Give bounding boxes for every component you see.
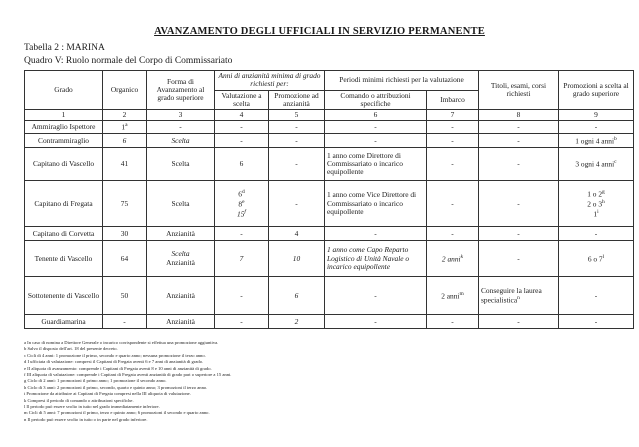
table-row [25,277,634,315]
cell-valutazione: 7 [215,241,269,277]
footnote: f III aliquota di valutazione: comprende i Capitani di Fregata aventi anzianità di grado pari o superiore a 15 anni. [24,372,232,378]
header-forma: Forma di Avanzamento al grado superiore [147,71,215,110]
cell-organico: 50 [103,277,147,315]
cell-promozione: 6 [269,277,325,315]
col-number: 7 [427,110,479,121]
cell-imbarco: - [427,134,479,148]
cell-forma: - [147,121,215,134]
cell-valutazione: 6$^d$ 8e 15$^f$ [215,181,269,227]
header-periodi-group: Periodi minimi richiesti per la valutazione [325,71,479,91]
header-organico: Organico [103,71,147,110]
cell-promozioni: - [559,277,634,315]
cell-comando: - [325,227,427,241]
cell-promozioni: 1 ogni 4 anni$^b$ [559,134,634,148]
column-number-row [25,110,634,121]
cell-organico: 1$^a$ [103,121,147,134]
header-imbarco: Imbarco [427,90,479,110]
cell-organico: - [103,315,147,329]
cell-comando: - [325,121,427,134]
cell-organico: 41 [103,148,147,181]
cell-forma: Scelta [147,181,215,227]
col-number: 1 [25,110,103,121]
cell-promozione: - [269,121,325,134]
cell-titoli: - [479,181,559,227]
table-row [25,181,634,227]
cell-comando: 1 anno come Capo Reparto Logistico di Unità Navale o incarico equipollente [325,241,427,277]
cell-promozioni: 3 ogni 4 anni$^c$ [559,148,634,181]
cell-valutazione: - [215,315,269,329]
cell-titoli: - [479,121,559,134]
document-title: AVANZAMENTO DEGLI UFFICIALI IN SERVIZIO PERMANENTE [154,26,485,37]
quadro-label: Quadro V: Ruolo normale del Corpo di Commissariato [24,56,233,66]
cell-valutazione: 6 [215,148,269,181]
cell-imbarco: 2 anni$^m$ [427,277,479,315]
cell-promozioni: 6 o 7$^l$ [559,241,634,277]
cell-grado: Sottotenente di Vascello [25,277,103,315]
cell-valutazione: - [215,134,269,148]
col-number: 4 [215,110,269,121]
cell-valutazione: - [215,121,269,134]
promotion-table [24,70,634,329]
cell-titoli: - [479,315,559,329]
footnote: l Il periodo può essere svolto in tutto nel grado immediatamente inferiore. [24,404,160,410]
cell-comando: - [325,315,427,329]
header-promozioni: Promozioni a scelta al grado superiore [559,71,634,110]
cell-comando: 1 anno come Direttore di Commissariato o incarico equipollente [325,148,427,181]
header-promozione: Promozione ad anzianità [269,90,325,110]
cell-grado: Capitano di Vascello [25,148,103,181]
cell-promozioni: - [559,315,634,329]
cell-forma: Scelta [147,148,215,181]
footnote: e II aliquota di avanzamento: comprende i Capitani di Fregata aventi 8 e 10 anni di anzianità di grado. [24,365,212,371]
cell-promozione: 4 [269,227,325,241]
cell-promozioni: - [559,121,634,134]
cell-forma: Scelta Anzianità [147,241,215,277]
cell-imbarco: - [427,315,479,329]
cell-titoli: - [479,241,559,277]
footnote: a In caso di nomina a Direttore Generale o incarico corrispondente si effettua una promozione aggiuntiva. [24,340,219,345]
cell-grado: Capitano di Fregata [25,181,103,227]
cell-comando: - [325,277,427,315]
table-row [25,148,634,181]
col-number: 5 [269,110,325,121]
cell-valutazione: - [215,227,269,241]
cell-grado: Capitano di Corvetta [25,227,103,241]
footnote: k Compresi il periodo di comando o attribuzioni specifiche. [24,397,134,403]
footnote: i Promozione da attribuire ai Capitani di Fregata compresi nella III aliquota di valutazione. [24,391,191,397]
cell-imbarco: - [427,121,479,134]
cell-forma: Anzianità [147,315,215,329]
footnote: c Cicli di 4 anni: 1 promozione il primo, secondo e quarto anno; nessuna promozione il terzo anno. [24,352,206,358]
cell-imbarco: - [427,227,479,241]
footnote: d I ufficiata di valutazione: compresi il Capitani di Fregata aventi 6 e 7 anni di anzianità di grado. [24,359,204,365]
table-label: Tabella 2 : MARINA [24,43,105,53]
footnote: n Il periodo può essere svolto in tutto o in parte nel grado inferiore. [24,416,148,422]
col-number: 3 [147,110,215,121]
header-comando: Comando o attribuzioni specifiche [325,90,427,110]
table-row [25,134,634,148]
footnotes [24,340,584,423]
col-number: 6 [325,110,427,121]
cell-grado: Guardiamarina [25,315,103,329]
header-grado: Grado [25,71,103,110]
cell-organico: 75 [103,181,147,227]
col-number: 9 [559,110,634,121]
cell-valutazione: - [215,277,269,315]
header-titoli: Titoli, esami, corsi richiesti [479,71,559,110]
cell-imbarco: - [427,148,479,181]
footnote: b Salvo il disposto dell'art. 18 del presente decreto. [24,346,118,352]
footnote: h Ciclo di 3 anni: 2 promozioni il primo, secondo, quarto e quinto anno; 3 promozioni il terzo anno. [24,384,208,390]
footnote: m Cicli di 5 anni: 7 promozioni il primo, terzo e quinto anno; 6 promozioni il secondo e quarto anno. [24,410,210,416]
table-row [25,227,634,241]
table-row [25,121,634,134]
cell-promozione: 2 [269,315,325,329]
cell-titoli: Conseguire la laurea specialistica$^n$ [479,277,559,315]
cell-promozioni: - [559,227,634,241]
cell-organico: 30 [103,227,147,241]
cell-imbarco: 2 anni$^k$ [427,241,479,277]
col-number: 8 [479,110,559,121]
cell-grado: Contrammiraglio [25,134,103,148]
cell-grado: Ammiraglio Ispettore [25,121,103,134]
table-row [25,315,634,329]
header-valutazione: Valutazione a scelta [215,90,269,110]
cell-promozione: - [269,148,325,181]
cell-titoli: - [479,227,559,241]
cell-grado: Tenente di Vascello [25,241,103,277]
header-anni-group: Anni di anzianità minima di grado richiesti per: [215,71,325,91]
footnote: g Ciclo di 2 anni: 1 promozioni il primo anno; 1 promozione il secondo anno. [24,378,167,384]
cell-forma: Anzianità [147,277,215,315]
cell-promozione: - [269,181,325,227]
cell-comando: - [325,134,427,148]
cell-promozione: 10 [269,241,325,277]
col-number: 2 [103,110,147,121]
cell-organico: 64 [103,241,147,277]
cell-forma: Anzianità [147,227,215,241]
cell-forma: Scelta [147,134,215,148]
cell-promozioni: 1 o 2$^g$ 2 o 3$^h$ 1$^i$ [559,181,634,227]
cell-organico: 6 [103,134,147,148]
cell-titoli: - [479,134,559,148]
cell-comando: 1 anno come Vice Direttore di Commissariato o incarico equipollente [325,181,427,227]
cell-imbarco: - [427,181,479,227]
cell-promozione: - [269,134,325,148]
table-row [25,241,634,277]
cell-titoli: - [479,148,559,181]
